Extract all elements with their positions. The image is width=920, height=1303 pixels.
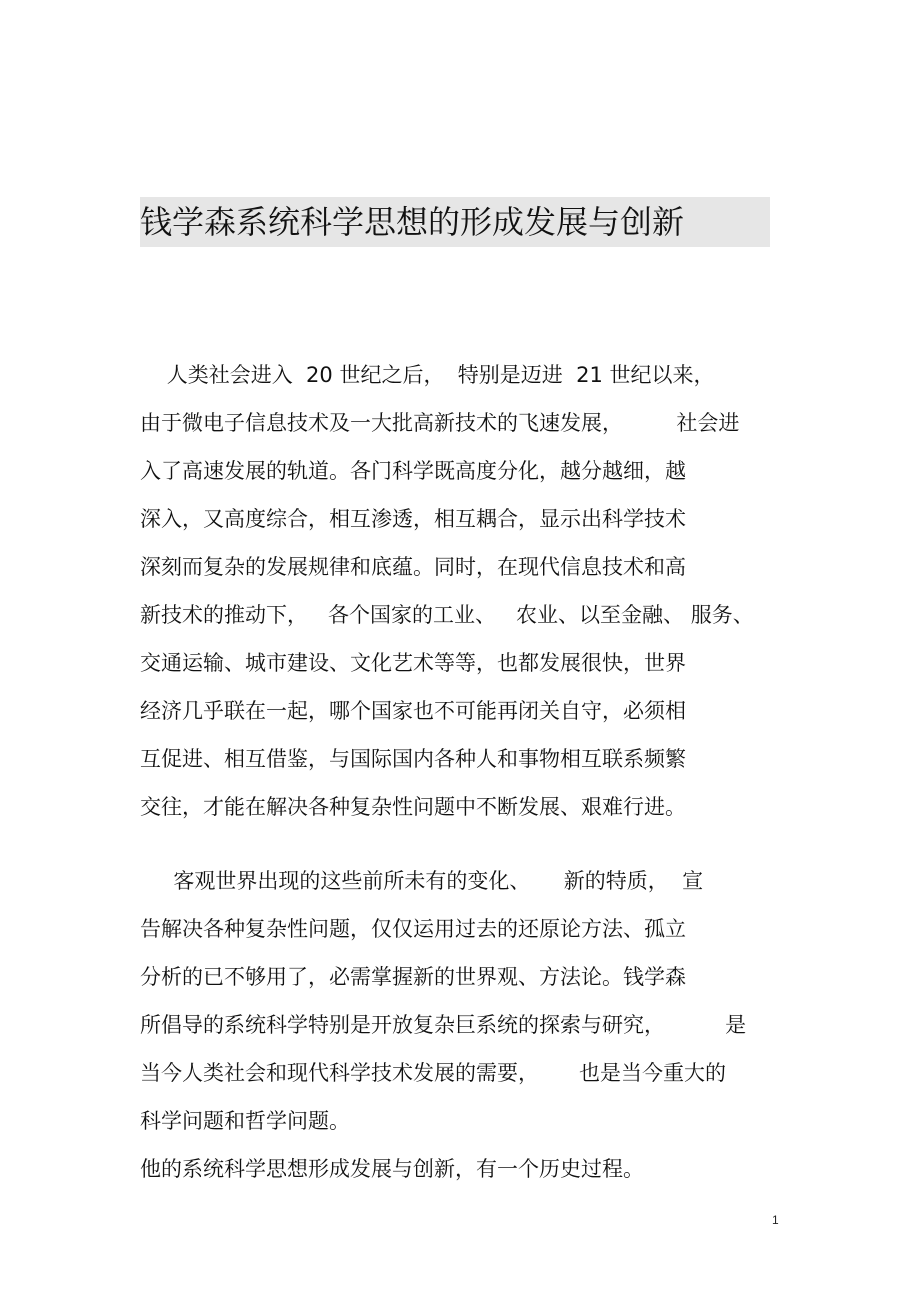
paragraph-2-line-4: 所倡导的系统科学特别是开放复杂巨系统的探索与研究， 是 — [140, 1013, 747, 1037]
paragraph-2-line-3: 分析的已不够用了，必需掌握新的世界观、方法论。钱学森 — [140, 965, 686, 989]
page-number: 1 — [772, 1213, 779, 1227]
paragraph-1-line-4: 深入，又高度综合，相互渗透，相互耦合，显示出科学技术 — [140, 507, 686, 531]
paragraph-2-line-6: 科学问题和哲学问题。 — [140, 1109, 350, 1133]
page-title: 钱学森系统科学思想的形成发展与创新 — [140, 203, 685, 241]
paragraph-1-line-7: 交通运输、城市建设、文化艺术等等，也都发展很快，世界 — [140, 651, 686, 675]
paragraph-1-line-9: 互促进、相互借鉴，与国际国内各种人和事物相互联系频繁 — [140, 747, 686, 771]
paragraph-1-line-3: 入了高速发展的轨道。各门科学既高度分化，越分越细，越 — [140, 459, 686, 483]
paragraph-2-line-1: 客观世界出现的这些前所未有的变化、 新的特质， 宣 — [140, 869, 704, 893]
paragraph-1-line-5: 深刻而复杂的发展规律和底蕴。同时，在现代信息技术和高 — [140, 555, 686, 579]
paragraph-1-line-1: 人类社会进入 20 世纪之后， 特别是迈进 21 世纪以来， — [140, 363, 715, 387]
paragraph-1-line-6: 新技术的推动下， 各个国家的工业、 农业、以至金融、 服务、 — [140, 603, 754, 627]
paragraph-2-line-5: 当今人类社会和现代科学技术发展的需要， 也是当今重大的 — [140, 1061, 727, 1085]
paragraph-2-line-2: 告解决各种复杂性问题，仅仅运用过去的还原论方法、孤立 — [140, 917, 686, 941]
paragraph-1-line-2: 由于微电子信息技术及一大批高新技术的飞速发展， 社会进 — [140, 411, 740, 435]
paragraph-3-line-1: 他的系统科学思想形成发展与创新，有一个历史过程。 — [140, 1157, 644, 1181]
paragraph-1-line-10: 交往，才能在解决各种复杂性问题中不断发展、艰难行进。 — [140, 795, 686, 819]
paragraph-1-line-8: 经济几乎联在一起，哪个国家也不可能再闭关自守，必须相 — [140, 699, 686, 723]
